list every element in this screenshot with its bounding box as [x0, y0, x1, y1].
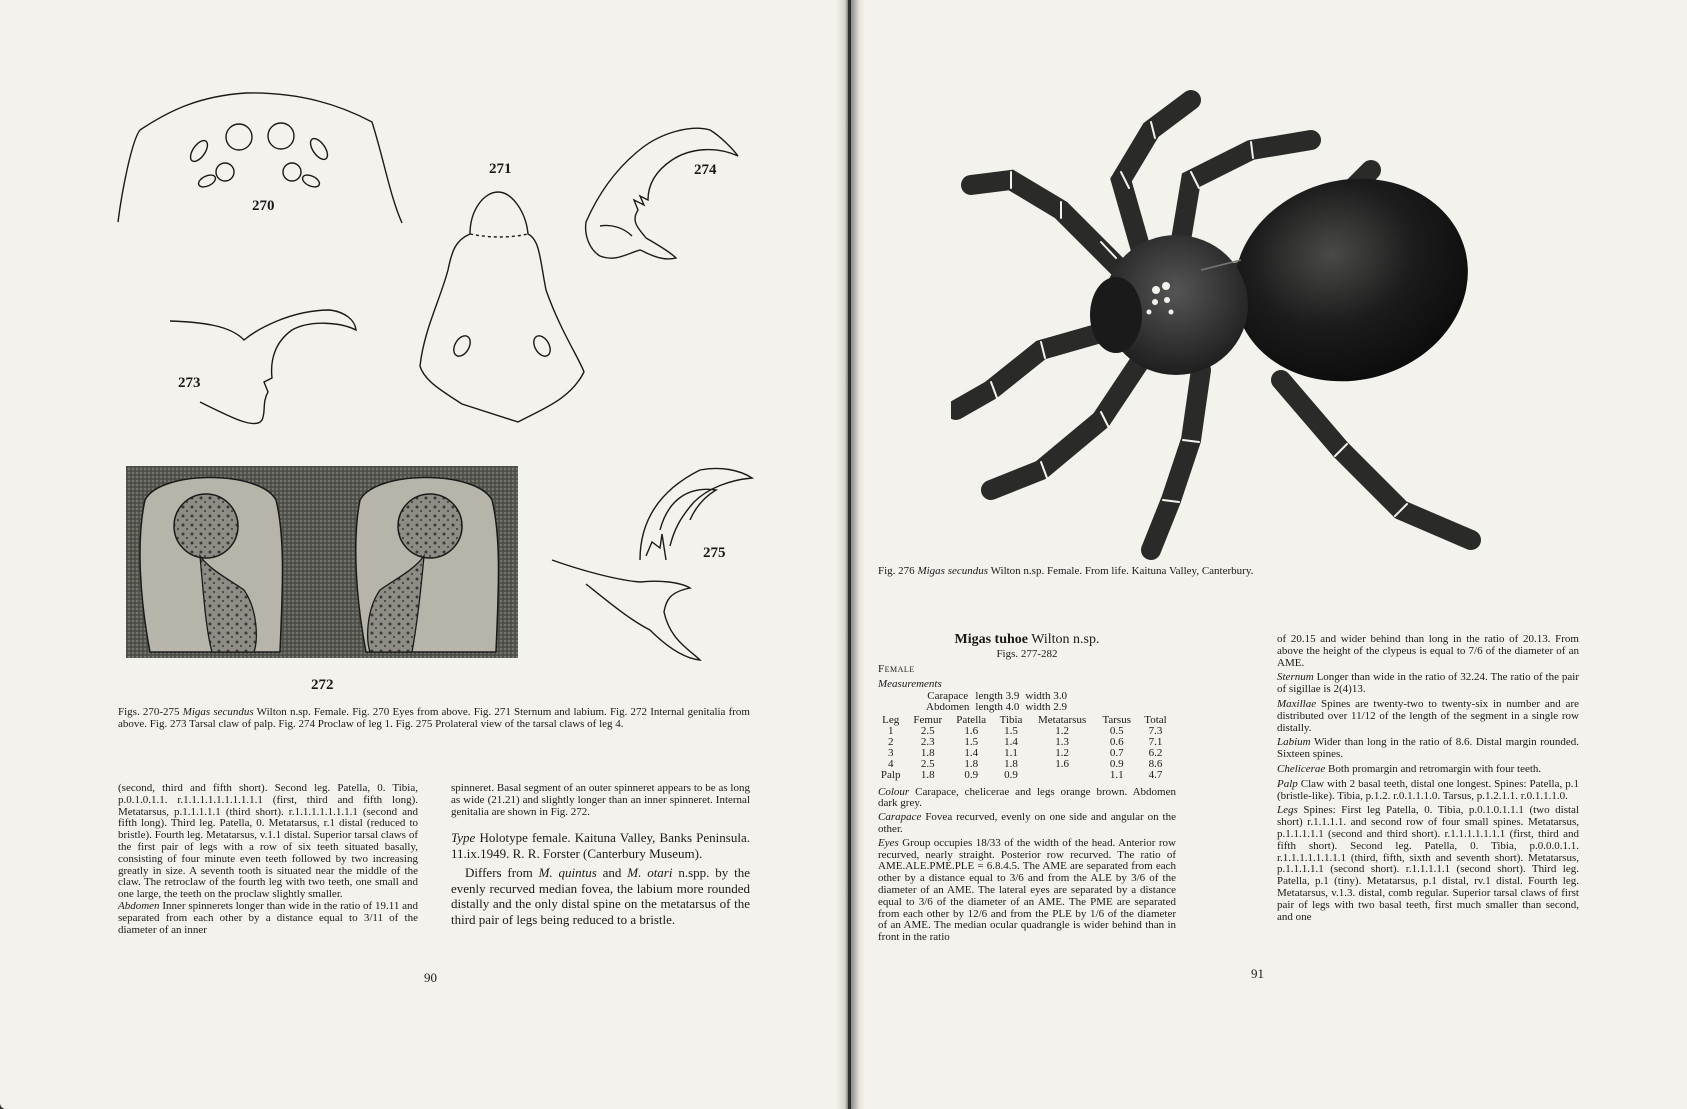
table-cell: 2.5 [920, 757, 935, 770]
paragraph-text: Carapace, chelicerae and legs orange brown. Abdomen dark grey. [878, 785, 1176, 810]
differs-species-1: M. quintus [538, 865, 597, 881]
table-row [878, 759, 1176, 770]
female-label: Female [878, 663, 915, 675]
chelicerae-paragraph [1277, 764, 1579, 776]
paragraph-text: Claw with 2 basal teeth, distal one longest. Spines: Patella, p.1 (bristle-like). Tibia, p.1.2. r.0.1.1.1.0. Tarsus, p.1.2.1.1. r.0.1.1.1.0. [1277, 777, 1579, 802]
paragraph-label: Carapace [878, 811, 922, 824]
figure-caption-270-275 [118, 706, 750, 730]
clypeus-paragraph: of 20.15 and wider behind than long in the ratio of 20.13. From above the height of the clypeus is equal to 7/6 of the diameter of an AME. [1277, 633, 1579, 669]
table-cell: 0.9 [1004, 768, 1018, 781]
table-cell: 1.1 [1109, 768, 1124, 781]
table-cell: 0.9 [964, 768, 979, 781]
fig-272-genitalia-plate [126, 466, 518, 658]
type-text: Holotype female. Kaituna Valley, Banks Peninsula. 11.ix.1949. R. R. Forster (Canterbury Museum). [451, 830, 750, 861]
table-header: Leg [882, 713, 900, 726]
eyes-paragraph [878, 838, 1176, 944]
table-header: Metatarsus [1037, 713, 1087, 726]
body-length: length 4.0 [975, 700, 1020, 713]
paragraph-label: Eyes [878, 836, 899, 849]
table-cell: 1.6 [1055, 757, 1069, 770]
fig-272-label: 272 [311, 677, 334, 693]
paragraph-text: Longer than wide in the ratio of 32.24. The ratio of the pair of sigillae is 2(4)13. [1277, 671, 1579, 696]
differs-paragraph [451, 865, 750, 927]
spinneret-paragraph: spinneret. Basal segment of an outer spinneret appears to be as long as wide (21.21) and slightly longer than an inner spinneret. Internal genitalia are shown in Fig. 272. [451, 782, 750, 818]
caption-276-text: Wilton n.sp. Female. From life. Kaituna Valley, Canterbury. [988, 565, 1254, 577]
abdomen-paragraph [118, 901, 418, 936]
table-cell: 8.6 [1148, 757, 1163, 770]
table-header: Patella [956, 713, 987, 726]
table-cell: 3 [887, 746, 894, 759]
paragraph-text: Both promargin and retromargin with four teeth. [1325, 762, 1542, 775]
table-cell: 7.1 [1148, 735, 1163, 748]
table-cell: 1.3 [1055, 735, 1069, 748]
table-cell: 2 [887, 735, 894, 748]
fig-275-claws-drawing [552, 468, 752, 660]
table-cell: 4.7 [1148, 768, 1163, 781]
colour-paragraph [878, 787, 1176, 811]
differs-text-c: n.spp. by the evenly recurved median fovea, the labium more rounded distally and the only distal spine on the metatarsus of the third pair of legs being reduced to a bristle. [451, 865, 750, 927]
legs-paragraph: (second, third and fifth short). Second leg. Patella, 0. Tibia, p.0.1.0.1.1. r.1.1.1.1.1.1.1.1.1.1 (first, third and fifth long). Metatarsus, p.1.1.1.1.1 (third short). r.1.1.1.1.1.1.1.1 (second and fifth long). Third leg. Patella, 0. Metatarsus, r.1 distal (reduced to bristle). Fourth leg. Metatarsus, v.1.1 distal. Superior tarsal claws of the first pair of legs with a row of six teeth situated basally, consisting of four minute even teeth followed by two increasing greatly in size. A seventh tooth is situated near the middle of the claw. The retroclaw of the fourth leg with two teeth, one small and one large, the teeth on the proclaw slightly smaller. [118, 782, 418, 901]
table-cell [1032, 770, 1099, 781]
paragraph-label: Colour [878, 785, 910, 798]
right-column-1 [878, 664, 1176, 944]
fig-273-claw-drawing [170, 310, 356, 424]
caption-prefix: Figs. 270-275 [118, 706, 183, 718]
table-cell: 2.5 [920, 724, 935, 737]
book-gutter-right [851, 0, 865, 1109]
palp-paragraph [1277, 779, 1579, 803]
table-cell: 1.1 [1004, 746, 1018, 759]
table-row [878, 748, 1176, 759]
body-width: width 3.0 [1025, 689, 1067, 702]
measurements-label: Measurements [878, 677, 942, 690]
figs-reference: Figs. 277-282 [996, 648, 1058, 660]
abdomen-text: Inner spinnerets longer than wide in the ratio of 19.11 and separated from each other by a distance equal to 3/11 of the diameter of an inner [118, 899, 418, 936]
caption-text: Wilton n.sp. Female. Fig. 270 Eyes from above. Fig. 271 Sternum and labium. Fig. 272 Internal genitalia from above. Fig. 273 Tarsal claw of palp. Fig. 274 Proclaw of leg 1. Fig. 275 Prolateral view of the tarsal claws of leg 4. [118, 706, 750, 730]
carapace-paragraph [878, 812, 1176, 836]
figure-caption-276 [878, 565, 1578, 577]
body-row [926, 702, 1073, 713]
table-cell: 1.4 [1004, 735, 1018, 748]
fig-274-proclaw-drawing [586, 128, 738, 259]
table-cell: 0.9 [1109, 757, 1124, 770]
table-cell: 1 [887, 724, 894, 737]
fig-270-label: 270 [252, 198, 275, 214]
table-row [878, 726, 1176, 737]
fig-271-sternum-drawing [420, 192, 584, 422]
table-cell: 4 [887, 757, 894, 770]
table-cell: 7.3 [1148, 724, 1163, 737]
leg-measurements-table [878, 715, 1176, 781]
table-cell: 0.5 [1109, 724, 1124, 737]
type-label: Type [451, 830, 476, 846]
fig-271-label: 271 [489, 161, 512, 177]
fig-274-label: 274 [694, 162, 717, 178]
differs-species-2: M. otari [627, 865, 673, 881]
species-heading [878, 632, 1176, 648]
table-cell: Palp [880, 768, 901, 781]
paragraph-text: Spines: First leg Patella, 0. Tibia, p.0.1.0.1.1.1 (two distal short) r.1.1.1.1. and second row of four small spines. Metatarsus, p.1.1.1.1.1 (second and third short). r.1.1.1.1.1.1.1 (first, third and fifth short). Second leg. Patella, 0. Tibia, p.0.0.0.1.1. r.1.1.1.1.1.1.1.1 (third, fifth, sixth and seventh short). Metatarsus, p.1.1.1.1.1 (second short). r.1.1.1.1.1 (second short). Third leg. Patella, p.1 (tiny). Metatarsus, p.1 distal, rv.1 distal. Fourth leg. Metatarsus, v.1.3. distal, comb regular. Superior tarsal claws of first pair of legs with two basal teeth, first much smaller than second, and one [1277, 804, 1579, 923]
table-cell: 1.8 [920, 746, 935, 759]
type-paragraph [451, 830, 750, 861]
abdomen-label: Abdomen [118, 899, 160, 912]
fig-276-spider-illustration [951, 90, 1551, 590]
table-header: Tibia [999, 713, 1023, 726]
paragraph-label: Legs [1277, 804, 1298, 817]
fig-273-label: 273 [178, 375, 201, 391]
body-length: length 3.9 [975, 689, 1020, 702]
table-cell: 1.2 [1055, 724, 1069, 737]
table-cell: 1.5 [1004, 724, 1018, 737]
paragraph-text: Wider than long in the ratio of 8.6. Distal margin rounded. Sixteen spines. [1277, 736, 1579, 761]
left-column-1 [118, 783, 418, 936]
table-cell: 6.2 [1148, 746, 1163, 759]
table-header: Total [1144, 713, 1167, 726]
species-name: Migas tuhoe [954, 632, 1028, 647]
right-column-2 [1277, 634, 1579, 923]
right-page [851, 0, 1687, 1109]
paragraph-label: Labium [1277, 736, 1311, 749]
sternum-paragraph [1277, 672, 1579, 696]
paragraph-text: Spines are twenty-two to twenty-six in number and are distributed over 11/12 of the length of the segment in a single row distally. [1277, 697, 1579, 734]
body-measurements-table [926, 691, 1073, 713]
table-cell: 0.6 [1109, 735, 1124, 748]
table-cell: 1.6 [964, 724, 979, 737]
body-width: width 2.9 [1025, 700, 1067, 713]
caption-species: Migas secundus [182, 706, 254, 718]
figure-plate-drawings [0, 0, 848, 700]
maxillae-paragraph [1277, 699, 1579, 734]
page-number-left: 90 [424, 970, 437, 985]
table-header-row [878, 715, 1176, 726]
legs-spines-paragraph [1277, 805, 1579, 923]
caption-276-species: Migas secundus [917, 565, 989, 577]
differs-text-b: and [596, 865, 628, 881]
table-cell: 1.8 [964, 757, 979, 770]
body-part: Abdomen [926, 700, 970, 713]
page-number-right: 91 [1251, 966, 1264, 981]
paragraph-text: Group occupies 18/33 of the width of the head. Anterior row recurved, nearly straight. Posterior row recurved. The ratio of AME.ALE.PME.PLE = 6.8.4.5. The AME are separated from each other by a distance equal to 3/6 and from the ALE by 3/6 of the diameter of an AME. The lateral eyes are separated by a distance equal to 3/6 of the diameter of an AME. The PME are separated from each other by 12/6 and from the PLE by 1/6 of the diameter of an AME. The median ocular quadrangle is wider behind than in front in the ratio [878, 836, 1176, 944]
table-cell: 1.8 [1004, 757, 1018, 770]
paragraph-label: Palp [1277, 777, 1298, 790]
table-cell: 1.2 [1055, 746, 1069, 759]
paragraph-label: Sternum [1277, 671, 1314, 684]
table-header: Femur [913, 713, 943, 726]
left-column-2 [451, 783, 750, 927]
paragraph-label: Maxillae [1277, 697, 1317, 710]
labium-paragraph [1277, 737, 1579, 761]
table-header: Tarsus [1102, 713, 1131, 726]
body-row [926, 691, 1073, 702]
table-row [878, 737, 1176, 748]
body-part: Carapace [927, 689, 969, 702]
table-row [878, 770, 1176, 781]
table-cell: 0.7 [1109, 746, 1124, 759]
species-author: Wilton n.sp. [1027, 632, 1100, 647]
table-cell: 1.8 [920, 768, 935, 781]
fig-275-label: 275 [703, 545, 726, 561]
differs-text-a: Differs from [465, 865, 539, 881]
table-cell: 1.5 [964, 735, 979, 748]
paragraph-text: Fovea recurved, evenly on one side and angular on the other. [878, 811, 1176, 835]
caption-276-prefix: Fig. 276 [878, 565, 918, 577]
table-cell: 1.4 [964, 746, 979, 759]
table-cell: 2.3 [920, 735, 935, 748]
paragraph-label: Chelicerae [1277, 762, 1326, 775]
